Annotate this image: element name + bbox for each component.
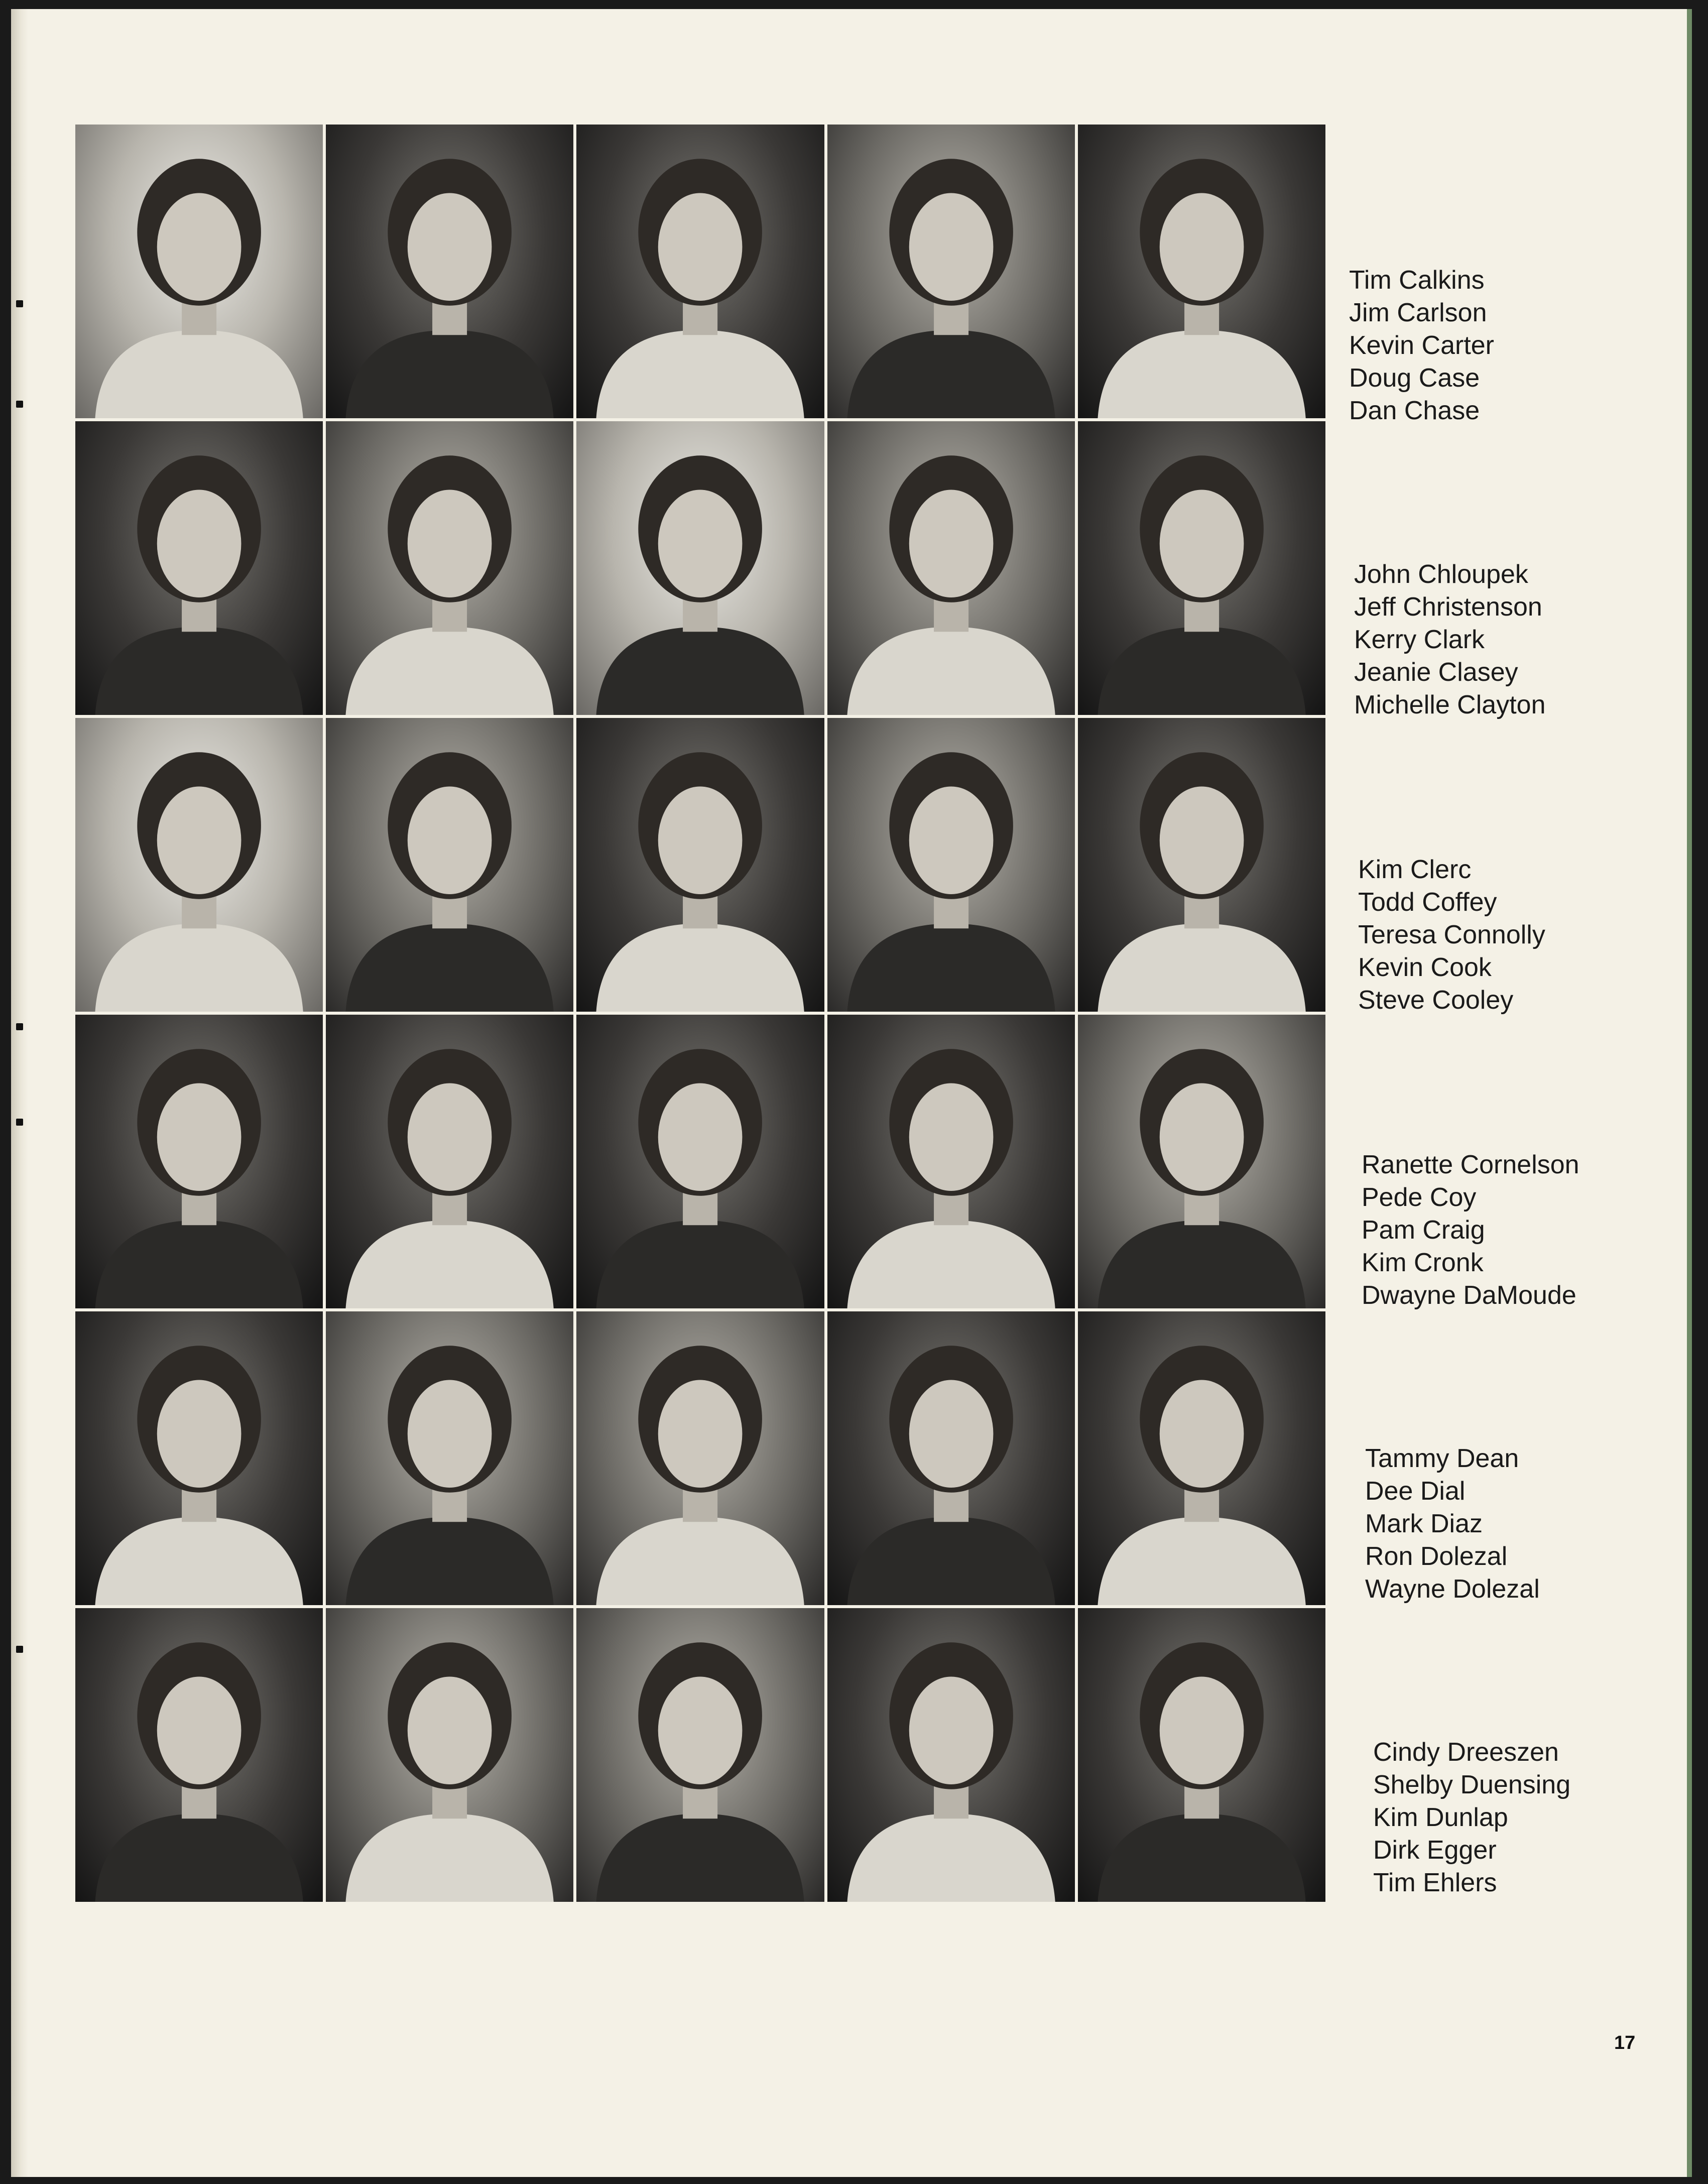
student-portrait [576,1015,824,1308]
student-name: Todd Coffey [1358,888,1497,917]
portrait-silhouette [1078,125,1325,418]
green-page-edge [1687,9,1692,2177]
portrait-silhouette [75,421,323,715]
portrait-row [75,125,1325,418]
student-name: Mark Diaz [1365,1509,1483,1538]
binding-mark [16,300,23,307]
student-portrait [1078,125,1325,418]
name-list-row-4 [1362,1149,1663,1312]
portrait-silhouette [576,1015,824,1308]
student-portrait [827,1015,1075,1308]
portrait-grid [75,125,1325,1902]
page-number: 17 [1614,2032,1636,2053]
student-name: Dirk Egger [1373,1836,1497,1865]
student-name: Dan Chase [1349,396,1480,425]
student-portrait [827,1311,1075,1605]
portrait-silhouette [1078,718,1325,1012]
student-name: Kim Clerc [1358,855,1472,884]
portrait-silhouette [1078,1311,1325,1605]
student-name: Michelle Clayton [1354,690,1546,719]
student-portrait [75,421,323,715]
binding-mark [16,401,23,408]
student-portrait [75,718,323,1012]
student-portrait [576,718,824,1012]
student-portrait [75,1311,323,1605]
portrait-silhouette [75,1311,323,1605]
student-name: Ranette Cornelson [1362,1150,1579,1179]
portrait-silhouette [1078,1015,1325,1308]
student-portrait [827,125,1075,418]
name-list-row-6 [1373,1736,1674,1899]
student-name: Tim Calkins [1349,266,1485,295]
portrait-silhouette [75,718,323,1012]
name-list-row-3 [1358,854,1659,1017]
binding-mark [16,1023,23,1030]
student-name: Doug Case [1349,363,1480,393]
student-portrait [576,125,824,418]
portrait-row [75,1015,1325,1308]
portrait-silhouette [75,1015,323,1308]
student-portrait [1078,1608,1325,1902]
student-name: Pede Coy [1362,1183,1477,1212]
name-list-row-5 [1365,1442,1666,1606]
student-name: Jeanie Clasey [1354,658,1518,687]
portrait-silhouette [827,1311,1075,1605]
portrait-silhouette [576,1311,824,1605]
student-name: Ron Dolezal [1365,1542,1508,1571]
student-portrait [326,421,573,715]
student-portrait [75,1608,323,1902]
student-portrait [827,421,1075,715]
student-name: Dwayne DaMoude [1362,1281,1576,1310]
student-name: Dee Dial [1365,1477,1466,1506]
student-name: Kevin Carter [1349,331,1494,360]
student-portrait [326,1015,573,1308]
page-spine [11,9,28,2177]
portrait-silhouette [326,718,573,1012]
portrait-silhouette [326,1608,573,1902]
portrait-silhouette [576,125,824,418]
student-portrait [326,1608,573,1902]
name-list-row-2 [1354,558,1655,721]
portrait-row [75,1608,1325,1902]
portrait-silhouette [326,421,573,715]
student-portrait [75,125,323,418]
student-name: Kerry Clark [1354,625,1485,654]
portrait-silhouette [827,718,1075,1012]
student-name: Kim Cronk [1362,1248,1484,1277]
student-portrait [326,125,573,418]
student-portrait [326,718,573,1012]
student-portrait [1078,421,1325,715]
student-name: Kim Dunlap [1373,1803,1508,1832]
student-name: Tammy Dean [1365,1444,1519,1473]
student-portrait [576,1311,824,1605]
student-portrait [1078,718,1325,1012]
student-name: John Chloupek [1354,560,1528,589]
binding-mark [16,1646,23,1653]
student-portrait [1078,1015,1325,1308]
portrait-row [75,718,1325,1012]
student-portrait [1078,1311,1325,1605]
student-portrait [75,1015,323,1308]
student-name: Tim Ehlers [1373,1868,1497,1897]
portrait-silhouette [326,125,573,418]
portrait-silhouette [1078,1608,1325,1902]
portrait-silhouette [576,421,824,715]
portrait-silhouette [827,421,1075,715]
student-name: Cindy Dreeszen [1373,1738,1559,1767]
portrait-silhouette [326,1015,573,1308]
student-name: Jim Carlson [1349,298,1487,327]
student-name: Pam Craig [1362,1216,1485,1245]
yearbook-page [11,9,1692,2177]
student-name: Teresa Connolly [1358,920,1545,949]
portrait-silhouette [75,1608,323,1902]
portrait-silhouette [827,1015,1075,1308]
student-name: Steve Cooley [1358,986,1514,1015]
portrait-row [75,1311,1325,1605]
student-portrait [576,421,824,715]
name-list-row-1 [1349,264,1650,427]
portrait-silhouette [576,718,824,1012]
binding-mark [16,1119,23,1126]
student-portrait [827,718,1075,1012]
student-portrait [576,1608,824,1902]
portrait-row [75,421,1325,715]
student-name: Shelby Duensing [1373,1770,1571,1799]
student-name: Wayne Dolezal [1365,1574,1540,1604]
student-portrait [326,1311,573,1605]
student-name: Kevin Cook [1358,953,1492,982]
portrait-silhouette [827,1608,1075,1902]
portrait-silhouette [827,125,1075,418]
portrait-silhouette [75,125,323,418]
portrait-silhouette [1078,421,1325,715]
portrait-silhouette [576,1608,824,1902]
student-name: Jeff Christenson [1354,592,1542,622]
student-portrait [827,1608,1075,1902]
portrait-silhouette [326,1311,573,1605]
